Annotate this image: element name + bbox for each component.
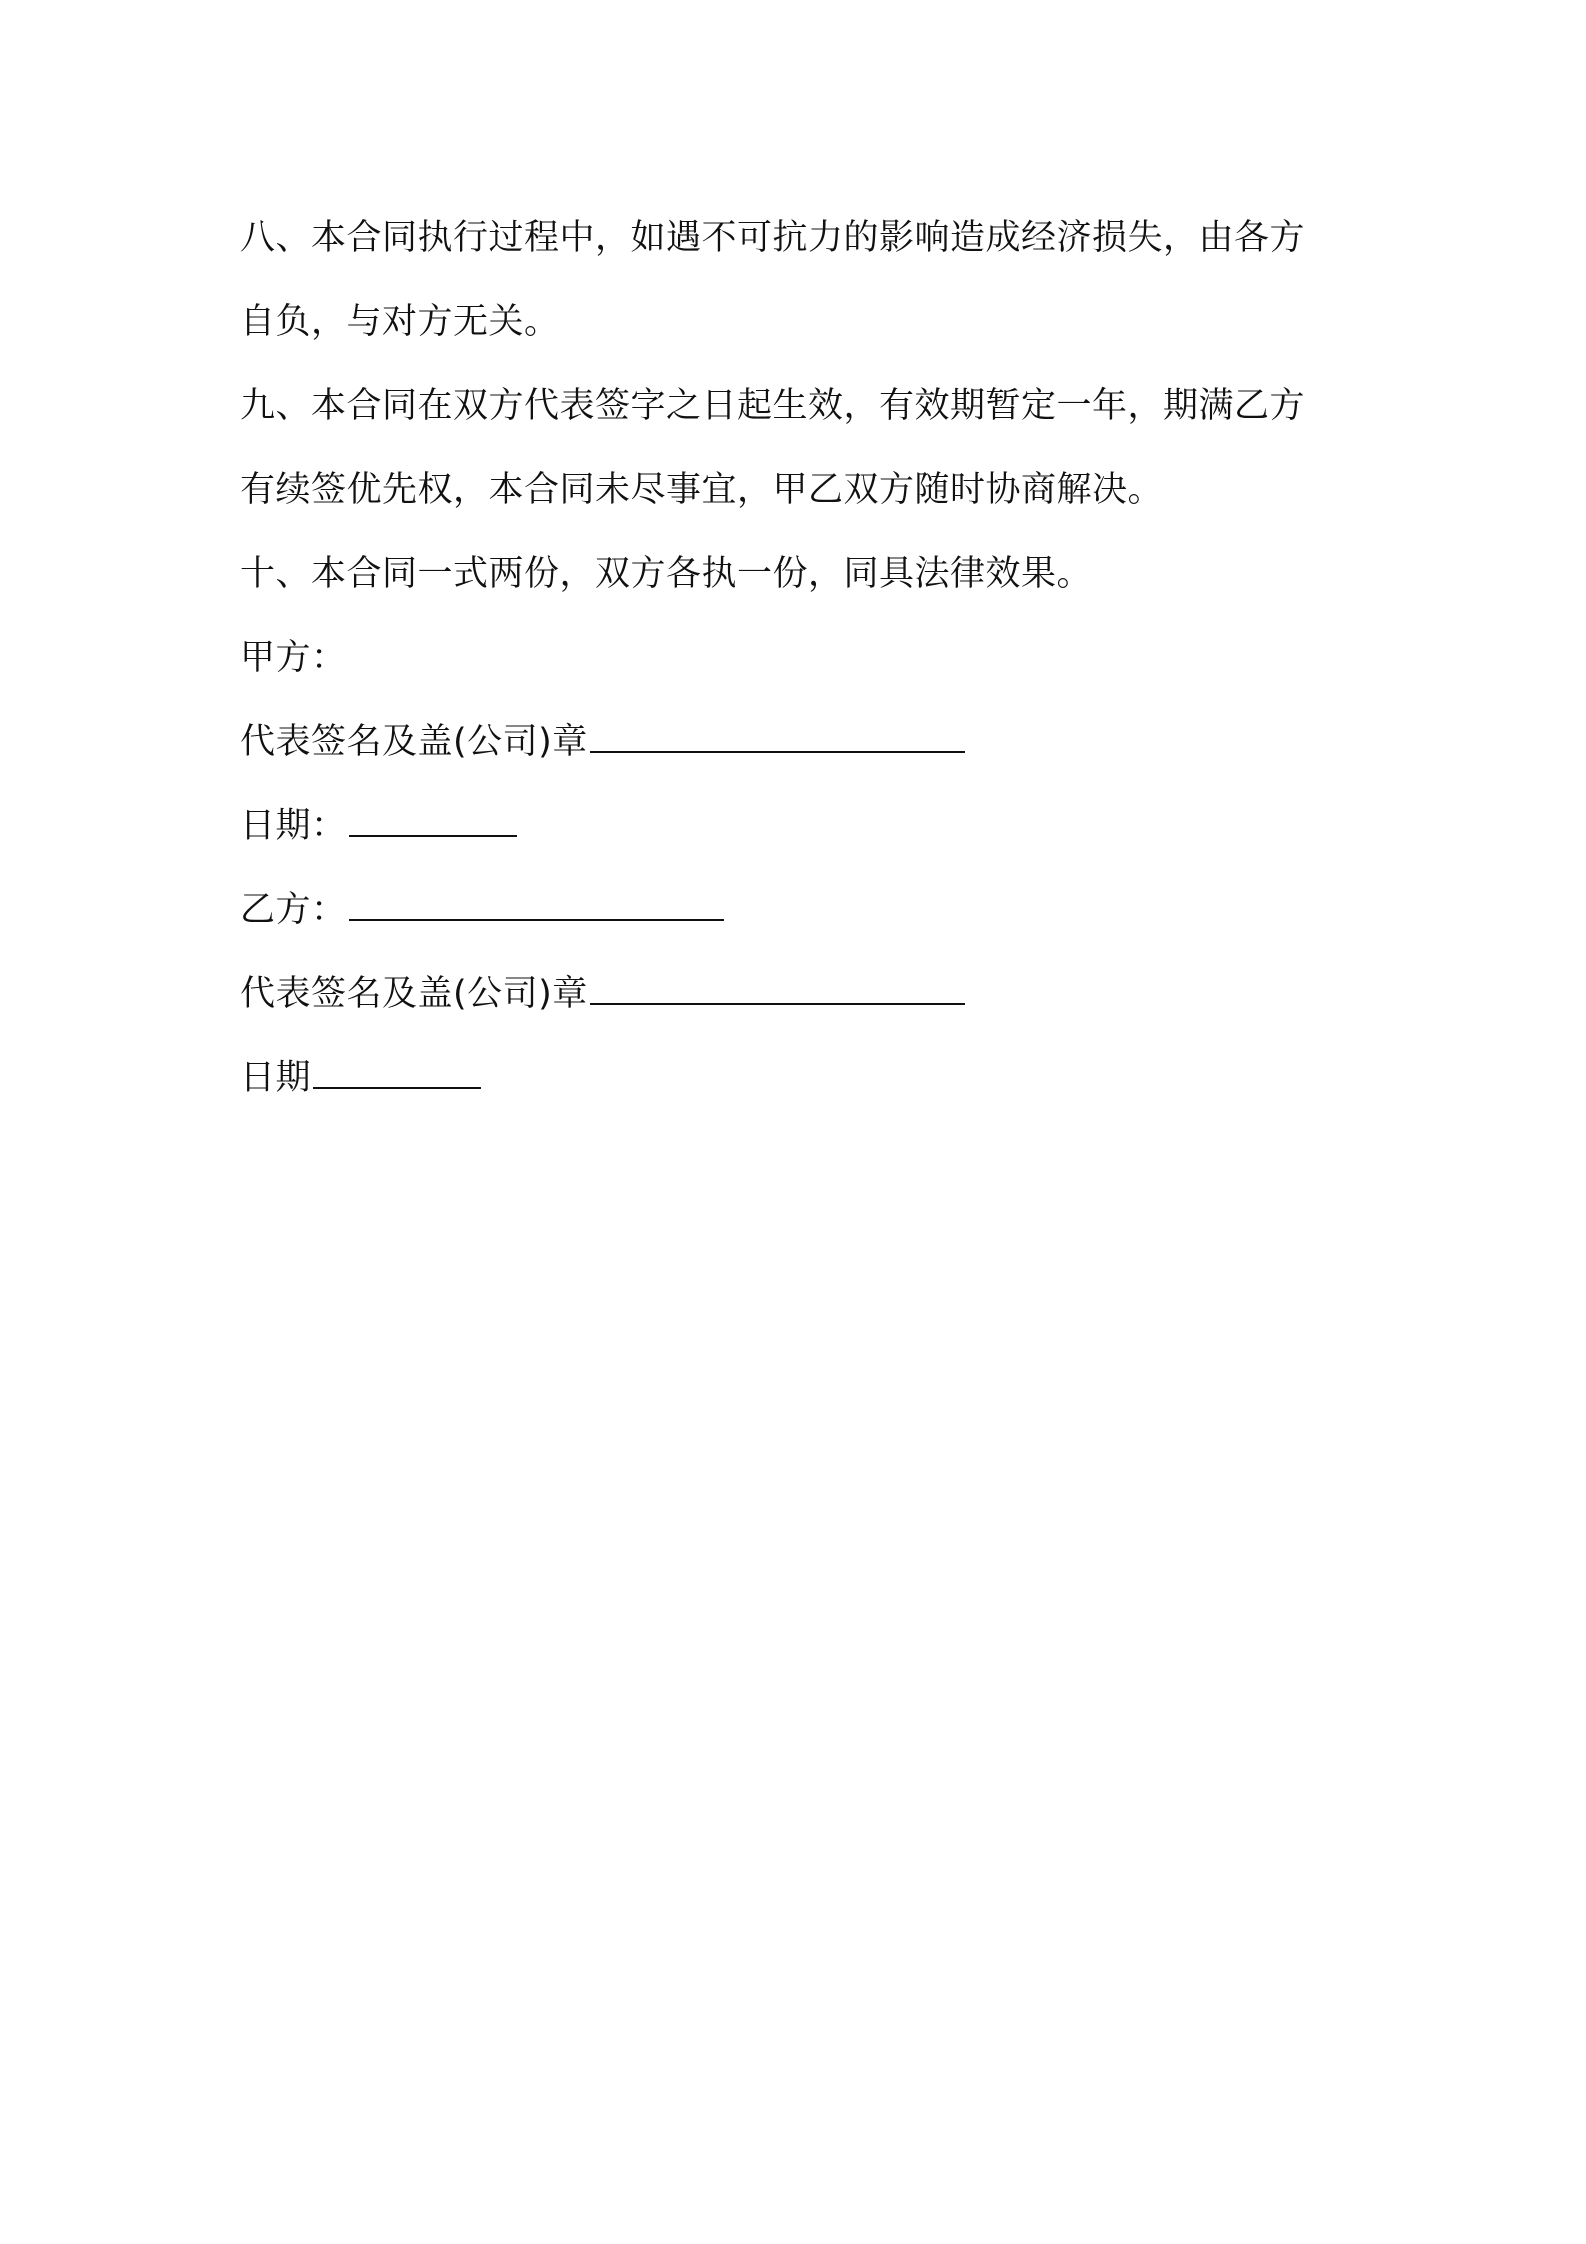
clause-eight-line-2: 自负，与对方无关。: [240, 302, 560, 342]
clause-nine-line-2: 有续签优先权，本合同未尽事宜，甲乙双方随时协商解决。: [240, 470, 1164, 510]
party-b-date-blank: [313, 1057, 481, 1089]
party-b-label: 乙方：: [240, 890, 347, 930]
party-b-name-blank: [349, 889, 724, 921]
clause-ten: 十、本合同一式两份，双方各执一份，同具法律效果。: [240, 554, 1093, 594]
party-a-date-row: [240, 784, 1360, 868]
contract-content: [240, 196, 1360, 1120]
party-b-row: [240, 868, 1360, 952]
party-b-seal-blank: [590, 973, 965, 1005]
party-a-seal-blank: [590, 721, 965, 753]
party-b-date-label: 日期: [240, 1058, 312, 1098]
clause-nine-line-1: 九、本合同在双方代表签字之日起生效，有效期暂定一年，期满乙方: [240, 386, 1306, 426]
party-a-date-blank: [349, 805, 517, 837]
party-a-seal-label: 代表签名及盖(公司)章: [240, 722, 588, 762]
party-b-date-row: [240, 1036, 1360, 1120]
clause-eight-line-1: 八、本合同执行过程中，如遇不可抗力的影响造成经济损失，由各方: [240, 218, 1306, 258]
party-a-label: 甲方：: [240, 638, 347, 678]
party-a-date-label: 日期：: [240, 806, 347, 846]
party-b-seal-label: 代表签名及盖(公司)章: [240, 974, 588, 1014]
party-b-seal-row: [240, 952, 1360, 1036]
party-a-seal-row: [240, 700, 1360, 784]
